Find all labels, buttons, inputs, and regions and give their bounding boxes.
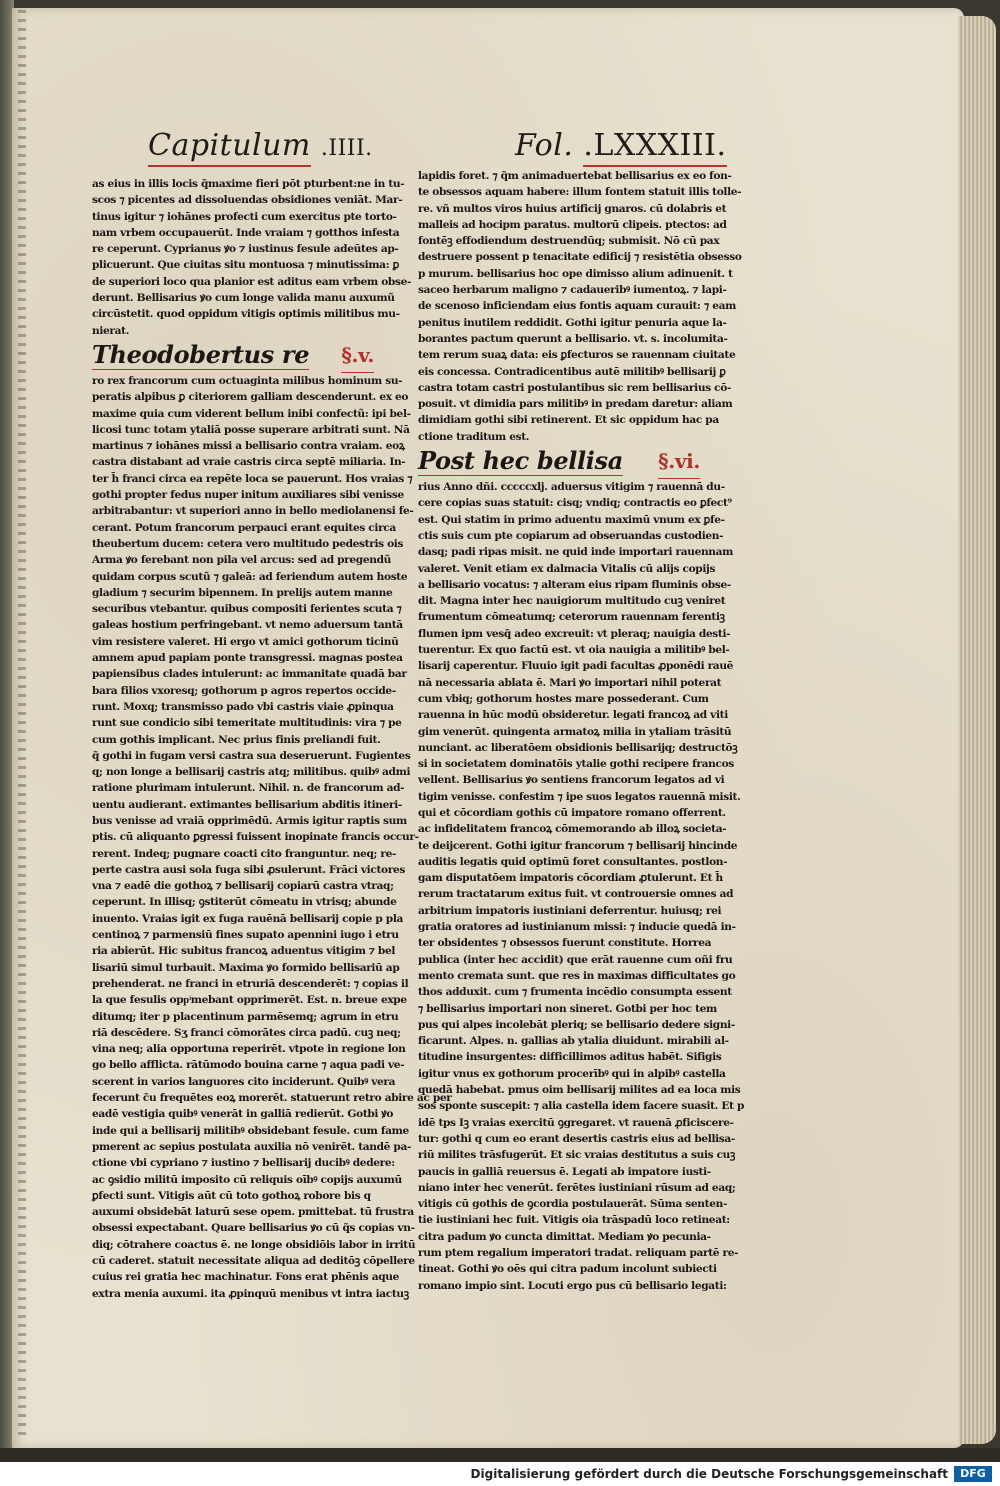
text-line: vna ⁊ eadē die gothoꝝ ⁊ bellisarij copiarū castra vtraq;: [92, 880, 394, 893]
text-line: prehenderat. ne franci in etruriā descenderēt: ⁊ copias il: [92, 977, 409, 990]
text-line: peratis alpibus ꝑ citeriorem galliam descenderunt. ex eo: [92, 391, 409, 404]
text-line: dasq; padi ripas misit. ne quid inde importari rauennam: [418, 546, 734, 559]
text-line: Arma ꝟo ferebant non pila vel arcus: sed ad pregendũ: [92, 554, 392, 567]
left-paragraph-2: [92, 373, 452, 1302]
section-number: §.vi.: [658, 445, 700, 479]
text-line: quedā habebat. pmus oim bellisarij milites ad ea loca mis: [418, 1084, 741, 1097]
text-line: de scenoso inficiendam eius fontis aquam curauit: ⁊ eam: [418, 300, 736, 313]
text-line: est. Qui statim in primo aduentu maximū vnum ex ꝑfe-: [418, 513, 725, 526]
text-line: auditis legatis quid optimū foret consultantes. postlon-: [418, 855, 728, 868]
text-line: eis concessa. Contradicentibus autē militibꝰ bellisarij ꝑ: [418, 365, 726, 378]
text-line: ter h̄ franci circa ea repēte loca se pauerunt. Hos vraias ⁊: [92, 472, 413, 485]
text-line: ctione traditum est.: [418, 430, 530, 443]
chapter-number: .IIII.: [320, 136, 373, 161]
text-line: theubertum ducem: cetera vero multitudo pedestris ois: [92, 537, 404, 550]
text-line: titudine insurgentes: difficillimos aditus habēt. Sifigis: [418, 1051, 722, 1064]
text-line: licosi tunc totam ytaliā posse superare arbitrati sunt. Nā: [92, 423, 410, 436]
text-line: cere copias suas statuit: cisq; vndiq; contractis eo ꝑfect⁹: [418, 497, 732, 510]
text-line: malleis ad hocipm paratus. multorū clipeis. ptectos: ad: [418, 218, 727, 231]
text-line: nam vrbem occupauerūt. Inde vraiam ⁊ gotthos infesta: [92, 226, 400, 239]
text-line: thos adduxit. cum ⁊ frumenta incēdio consumpta essent: [418, 986, 732, 999]
text-line: ratione plurimam intulerunt. Nihil. n. de francorum ad-: [92, 782, 405, 795]
text-line: destruere possent p tenacitate edificij ⁊ resistētia obsesso: [418, 251, 742, 264]
text-line: ro rex francorum cum octuaginta milibus hominum su-: [92, 374, 403, 387]
text-line: re. vñ multos viros huius artificij gnaros. cū dolabris et: [418, 202, 727, 215]
text-line: ꝑfecti sunt. Vitigis aūt cū toto gothoꝝ robore bis q: [92, 1189, 371, 1202]
text-line: maxime quia cum viderent bellum inibi confectũ: ipi bel-: [92, 407, 411, 420]
right-paragraph-2: [418, 479, 745, 1294]
section-title: Theodobertus re: [92, 339, 310, 369]
text-line: vina neq; alia opportuna reperirēt. vtpote in regione lon: [92, 1043, 406, 1056]
chapter-title: Capitulum: [148, 128, 311, 167]
text-line: riā descēdere. Sʒ franci cōmorātes circa padū. cuꝫ neq;: [92, 1026, 401, 1039]
text-line: inde qui a bellisarij militibꝰ obsidebant fesule. cum fame: [92, 1124, 409, 1137]
text-line: quidam corpus scutũ ⁊ galeā: ad feriendum autem hoste: [92, 570, 408, 583]
text-line: perte castra ausi sola fuga sibi ꝓsulerunt. Frāci victores: [92, 863, 405, 876]
text-line: tur: gothi q cum eo erant desertis castris eius ad bellisa-: [418, 1132, 735, 1145]
text-line: p murum. bellisarius hoc ope dimisso alium adinuenit. t: [418, 267, 733, 280]
text-line: inuento. Vraias igit ex fuga rauēnā bellisarij copie p pla: [92, 912, 404, 925]
text-line: eadē vestigia quibꝰ venerāt in galliā redierūt. Gotbi ꝟo: [92, 1108, 394, 1121]
text-line: paucis in galliā reuersus ē. Legati ab impatore iusti-: [418, 1165, 711, 1178]
text-line: ac ꝯsidio militū imposito cū reliquis oībꝰ copijs auxumū: [92, 1173, 402, 1186]
text-line: rius Anno dñi. cccccxlj. aduersus vitigim ⁊ rauennā du-: [418, 481, 725, 494]
text-line: cū caderet. statuit necessitate aliqua ad deditōꝫ cōpellere: [92, 1255, 415, 1267]
text-line: securibus vtebantur. quibus compositi ferientes scuta ⁊: [92, 603, 402, 616]
text-line: lapidis foret. ⁊ q̃m animaduertebat bellisarius ex eo fon-: [418, 170, 732, 182]
text-line: rerum tractatarum exitus fuit. vt controuersie omnes ad: [418, 888, 734, 901]
text-line: vitigis cū gothis de ꝯcordia postulauerāt. Sūma senten-: [418, 1198, 727, 1211]
text-line: ceperunt. In illisq; ꝯstiterūt cōmeatu in vtrisq; abunde: [92, 896, 397, 909]
text-line: amnem apud papiam ponte transgressi. magnas postea: [92, 652, 403, 665]
text-line: mento cremata sunt. que res in maximas difficultates go: [418, 969, 736, 982]
text-line: borantes pactum querunt a bellisario. vt. s. incolumita-: [418, 332, 728, 345]
text-line: bara filios vxoresq; gothorum p agros repertos occide-: [92, 684, 396, 697]
text-line: posuit. vt dimidia pars militibꝰ in predam daretur: aliam: [418, 398, 733, 411]
text-line: te deijcerent. Gothi igitur francorum ⁊ bellisarij hincinde: [418, 839, 738, 852]
text-line: vim resistere valeret. Hi ergo vt amici gothorum ticinū: [92, 635, 399, 648]
text-line: pus qui alpes incolebāt pleriq; se bellisario dedere signi-: [418, 1018, 735, 1031]
text-line: igitur vnus ex gothorum procerībꝰ qui in alpibꝰ castella: [418, 1067, 726, 1080]
text-line: nunciant. ac liberatōem obsidionis bellisarijq; destructōꝫ: [418, 741, 738, 754]
page-stack-edge: [958, 16, 996, 1444]
text-line: cerant. Potum francorum perpauci erant equites circa: [92, 521, 396, 534]
text-line: penitus inutilem reddidit. Gothi igitur penuria aque la-: [418, 316, 727, 329]
text-line: diq; cōtrahere coactus ē. ne longe obsidiōis labor in irritū: [92, 1238, 416, 1251]
text-line: rum ptem regalium imperatori tradat. reliquam partē re-: [418, 1247, 739, 1259]
text-line: te obsessos aquam habere: illum fontem statuit illis tolle-: [418, 186, 742, 199]
text-line: fontēꝫ effodiendum destruendūq; submisit. Nō cū pax: [418, 235, 720, 248]
text-line: tigim venisse. confestim ⁊ ipe suos legatos rauennā misit.: [418, 790, 741, 803]
text-line: ⁊ bellisarius importari non sineret. Gotbi per hoc tem: [418, 1002, 717, 1015]
text-line: tuerentur. Ex quo factū est. vt oia nauigia a militibꝰ bel-: [418, 644, 730, 657]
text-line: ptis. cū aliquanto ꝑgressi fuissent inopinate francis occur-: [92, 831, 419, 844]
right-paragraph-1: [418, 168, 742, 445]
text-line: castra distabant ad vraie castris circa septē miliaria. In-: [92, 456, 406, 469]
text-line: nierat.: [92, 324, 130, 337]
text-line: lisariū simul turbauit. Maxima ꝟo formido bellisariū ap: [92, 961, 400, 974]
text-line: rerent. Indeq; pugnare coacti cito franguntur. neq; re-: [92, 847, 397, 860]
text-column-right: [418, 168, 745, 1294]
section-heading-6: [418, 445, 710, 479]
text-line: runt. Moxq; transmisso pado vbi castris viaie ꝓpinqua: [92, 700, 394, 713]
text-line: ditumq; iter p placentinum parmēsemq; agrum in etru: [92, 1010, 399, 1023]
running-head-right: [515, 128, 727, 163]
text-line: tineat. Gothi ꝟo oēs qui citra padum incolunt subiecti: [418, 1263, 717, 1276]
text-line: cuius rei gratia hec machinatur. Fons erat phēnis aque: [92, 1271, 400, 1284]
text-line: cum vbiq; gothorum hostes mare possederant. Cum: [418, 692, 709, 705]
text-line: valeret. Venit etiam ex dalmacia Vitalis cū alijs copijs: [418, 562, 716, 575]
text-line: as eius in illis locis q̃maxime fieri pōt pturbent:ne in tu-: [92, 178, 405, 190]
section-title: Post hec bellisa: [418, 446, 623, 476]
digitization-footer: [0, 1462, 1000, 1486]
text-line: q̃ gothi in fugam versi castra sua deseruerunt. Fugientes: [92, 749, 411, 762]
text-line: arbitrabantur: vt superiori anno in bello mediolanensi fe-: [92, 505, 414, 518]
text-line: pmerent ac sepius postulata auxilia nō venirēt. tandē pa-: [92, 1140, 412, 1153]
folio-number: .LXXXIII.: [583, 128, 726, 167]
text-line: fecerunt c̃u frequētes eoꝝ morerēt. statuerunt retro abire ac per: [92, 1092, 452, 1105]
text-line: sos sponte suscepit: ⁊ alia castella idem facere suasit. Et p: [418, 1100, 745, 1113]
text-line: scerent in varios languores cito inciderunt. Quibꝰ vera: [92, 1075, 396, 1088]
running-head-left: [148, 128, 373, 163]
text-line: saceo herbarum maligno ⁊ cadaueribꝰ iumentoꝝ. ⁊ lapi-: [418, 284, 727, 297]
text-line: vellent. Bellisarius ꝟo sentiens francorum legatos ad vi: [418, 774, 725, 787]
text-line: gratia oratores ad iustinianum missi: ⁊ inducie quedā in-: [418, 921, 736, 934]
text-line: frumentum cōmeatumq; ceterorum rauennam ferentiꝫ: [418, 611, 725, 624]
text-line: a bellisario vocatus: ⁊ alteram eius ripam fluminis obse-: [418, 578, 731, 591]
text-line: gim venerūt. quingenta armatoꝝ milia in ytaliam trāsitū: [418, 725, 732, 738]
text-line: la que fesulis oppͥmebant opprimerēt. Est. n. breue expe: [92, 994, 407, 1007]
section-number: §.v.: [341, 339, 374, 373]
text-line: arbitrium impatoris iustiniani deferrentur. huiusq; rei: [418, 904, 722, 917]
text-line: papiensibus clades intulerunt: ac immanitate quadā bar: [92, 668, 407, 681]
text-line: q; non longe a bellisarij castris atq; militibus. quibꝰ admi: [92, 766, 411, 779]
text-line: centinoꝝ ⁊ parmensiū fines supato apennini iugo i etru: [92, 929, 399, 942]
text-line: gladium ⁊ securim bipennem. In prelijs autem manne: [92, 586, 393, 599]
section-heading-5: [92, 339, 384, 373]
text-line: niano inter hec venerūt. ferētes iustiniani rūsum ad eaq;: [418, 1181, 736, 1194]
text-line: runt sue condicio sibi temeritate multitudinis: vira ⁊ pe: [92, 717, 402, 730]
text-line: rauenna in hūc modū obsideretur. legati francoꝝ ad viti: [418, 709, 728, 722]
text-line: ria abierūt. Hic subitus francoꝝ aduentus vitigim ⁊ bel: [92, 945, 396, 958]
text-line: go bello afflicta. rātūmodo bouina carne ⁊ aqua padi ve-: [92, 1059, 405, 1072]
text-line: de superiori loco qua planior est aditus eam vrbem obse-: [92, 275, 412, 288]
text-line: galeas hostium perfringebant. vt nemo aduersum tantā: [92, 619, 403, 632]
text-line: tinus igitur ⁊ iohānes profecti cum exercitus pte torto-: [92, 210, 397, 223]
text-line: ctione vbi cypriano ⁊ iustino ⁊ bellisarij ducibꝰ dedere:: [92, 1157, 395, 1170]
text-line: derunt. Bellisarius ꝟo cum longe valida manu auxumũ: [92, 292, 395, 305]
text-line: martinus ⁊ iohānes missi a bellisario contra vraiam. eoꝝ: [92, 440, 405, 453]
left-paragraph-1: [92, 176, 412, 339]
text-line: ficarunt. Alpes. n. gallias ab ytalia diuidunt. mirabili al-: [418, 1035, 729, 1048]
text-line: flumen ipm vesq̃ adeo excreuit: vt pleraq; nauigia desti-: [418, 627, 731, 640]
bottom-shadow: [0, 1448, 1000, 1462]
text-line: citra padum ꝟo cuncta dimittat. Mediam ꝟo pecunia-: [418, 1230, 711, 1243]
text-line: castra totam castri postulantibus sic rem bellisarius cō-: [418, 381, 732, 394]
text-line: riū milites trāsfugerūt. Et sic vraias destitutus a suis cuꝫ: [418, 1149, 736, 1162]
text-line: publica (inter hec accidit) que erāt rauenne cum oñi fru: [418, 953, 733, 966]
text-line: ac infidelitatem francoꝝ cōmemorando ab illoꝝ societa-: [418, 823, 727, 836]
text-line: romano impio sint. Locuti ergo pus cū bellisario legati:: [418, 1279, 727, 1292]
text-line: dimidiam gothi sibi retinerent. Et sic oppidum hac pa: [418, 414, 719, 427]
text-line: circūstetit. quod oppidum vitigis optimis militibus mu-: [92, 308, 400, 321]
text-line: extra menia auxumi. ita ꝓpinquū menibus vt intra iactuꝫ: [92, 1287, 409, 1300]
text-column-left: [92, 176, 452, 1302]
text-line: lisarij caperentur. Fluuio igit padi facultas ꝓponēdi rauē: [418, 660, 734, 673]
text-line: tem rerum suaꝝ data: eis ꝑfecturos se rauennam ciuitate: [418, 349, 736, 362]
text-line: gothi propter fedus nuper initum auxiliares sibi venisse: [92, 489, 404, 502]
text-line: dit. Magna inter hec nauigiorum multitudo cuꝫ veniret: [418, 595, 726, 608]
gutter-shadow: [18, 10, 26, 1440]
text-line: ctis suis cum pte copiarum ad obseruandas custodien-: [418, 529, 724, 542]
text-line: nā necessaria ablata ē. Mari ꝟo importari nihil poterat: [418, 676, 722, 689]
text-line: cum gothis implicant. Nec prius finis preliandi fuit.: [92, 733, 381, 746]
funding-credit: Digitalisierung gefördert durch die Deutsche Forschungsgemeinschaft: [470, 1467, 948, 1481]
text-line: si in societatem dominatōis ytalie gothi recipere francos: [418, 758, 734, 771]
text-line: re ceperunt. Cyprianus ꝟo ⁊ iustinus fesule adeūtes ap-: [92, 243, 399, 256]
text-line: gam disputatōem impatoris cōcordiam ꝓtulerunt. Et h̄: [418, 872, 723, 885]
text-line: obsessi expectabant. Quare bellisarius ꝟo cū q̃s copias vn-: [92, 1222, 415, 1235]
dfg-logo: DFG: [954, 1466, 992, 1482]
text-line: scos ⁊ picentes ad dissoluendas obsidiones veniāt. Mar-: [92, 194, 403, 207]
text-line: ter obsidentes ⁊ obsessos fuerunt constitute. Horrea: [418, 937, 712, 950]
text-line: tie iustiniani hec fuit. Vitigis oia trāspadū loco retineat:: [418, 1214, 730, 1227]
text-line: qui et cōcordiam gothis cū impatore romano offerrent.: [418, 806, 726, 819]
text-line: auxumi obsidebāt laturū sese opem. pmittebat. tū frustra: [92, 1206, 414, 1219]
folio-label: Fol.: [515, 128, 574, 163]
text-line: bus venisse ad vraiā opprimēdū. Armis igitur raptis sum: [92, 814, 407, 827]
text-line: idē tps Iꝫ vraias exercitū ꝯgregaret. vt rauenā ꝓficiscere-: [418, 1116, 734, 1129]
text-line: uentu audierant. extimantes bellisarium abditis itineri-: [92, 798, 402, 811]
text-line: plicuerunt. Que ciuitas situ montuosa ⁊ minutissima: ꝑ: [92, 259, 399, 272]
